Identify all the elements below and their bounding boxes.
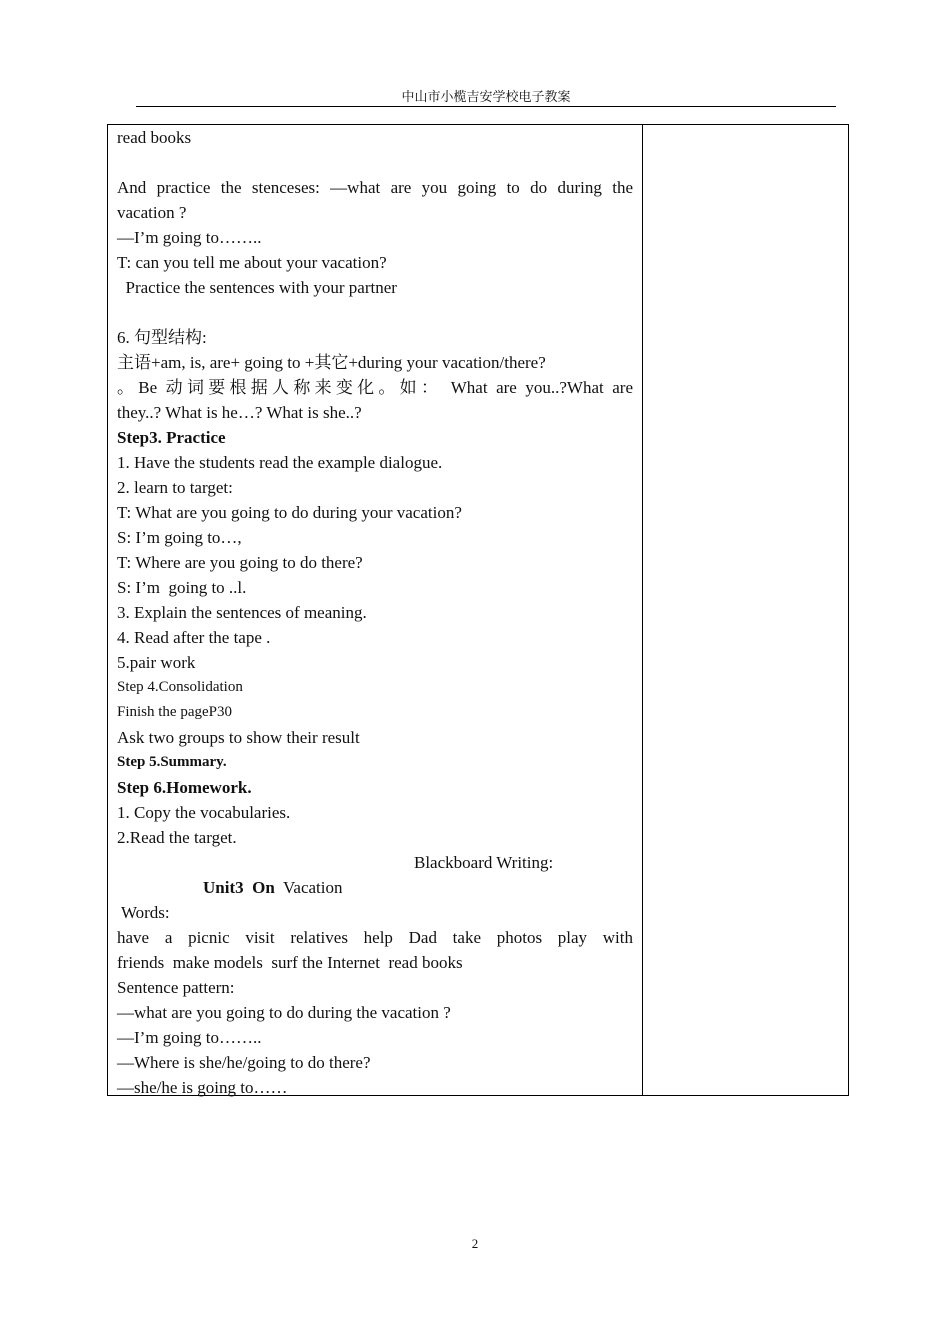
unit-title-line [117, 875, 633, 900]
column-divider [642, 125, 643, 1095]
text-line: read books [117, 128, 192, 147]
page-number: 2 [471, 1236, 479, 1251]
header-title: 中山市小榄吉安学校电子教案 [401, 89, 571, 104]
text-line: Ask two groups to show their result [117, 728, 360, 747]
step-heading: Step3. Practice [117, 428, 226, 447]
text-line: T: Where are you going to do there? [117, 553, 363, 572]
text-line: T: can you tell me about your vacation? [117, 253, 387, 272]
text-line: —I’m going to…….. [117, 1028, 262, 1047]
text-line: —she/he is going to…… [117, 1078, 288, 1097]
lesson-content-cell [117, 125, 633, 1100]
step-heading: Step 4.Consolidation [117, 679, 243, 695]
text-line: 1. Copy the vocabularies. [117, 803, 291, 822]
text-line: friends make models surf the Internet read books [117, 953, 463, 972]
text-line: 1. Have the students read the example dialogue. [117, 453, 443, 472]
page-header [136, 88, 836, 107]
unit-subtitle: Vacation [283, 878, 343, 897]
text-line: 5.pair work [117, 653, 196, 672]
text-line: T: What are you going to do during your vacation? [117, 503, 462, 522]
text-line: —I’m going to…….. [117, 228, 262, 247]
text-line: And practice the stenceses: —what are you going to do during the [117, 178, 633, 197]
text-line: they..? What is he…? What is she..? [117, 403, 362, 422]
text-line: —Where is she/he/going to do there? [117, 1053, 371, 1072]
text-line: Words: [117, 903, 170, 922]
text-line: have a picnic visit relatives help Dad take photos play with [117, 928, 633, 947]
step-heading: Step 6.Homework. [117, 778, 252, 797]
text-line: 。Be 动词要根据人称来变化。如： What are you..?What are [117, 378, 633, 397]
blank-line [117, 150, 633, 175]
text-line: Practice the sentences with your partner [117, 278, 397, 297]
text-line: S: I’m going to…, [117, 528, 242, 547]
text-line: —what are you going to do during the vacation ? [117, 1003, 451, 1022]
lesson-table [107, 124, 849, 1096]
text-line: S: I’m going to ..l. [117, 578, 247, 597]
blackboard-heading: Blackboard Writing: [414, 853, 554, 872]
text-line: 2. learn to target: [117, 478, 233, 497]
text-line: Sentence pattern: [117, 978, 235, 997]
step-heading: Step 5.Summary. [117, 754, 227, 770]
text-line: vacation ? [117, 203, 187, 222]
text-line: 6. 句型结构: [117, 328, 207, 347]
text-line: Finish the pageP30 [117, 704, 232, 720]
unit-title: Unit3 On [203, 878, 275, 897]
blank-line [117, 300, 633, 325]
text-line: 主语+am, is, are+ going to +其它+during your vacation/there? [117, 353, 546, 372]
text-line: 2.Read the target. [117, 828, 237, 847]
text-line: 4. Read after the tape . [117, 628, 271, 647]
text-line: 3. Explain the sentences of meaning. [117, 603, 367, 622]
